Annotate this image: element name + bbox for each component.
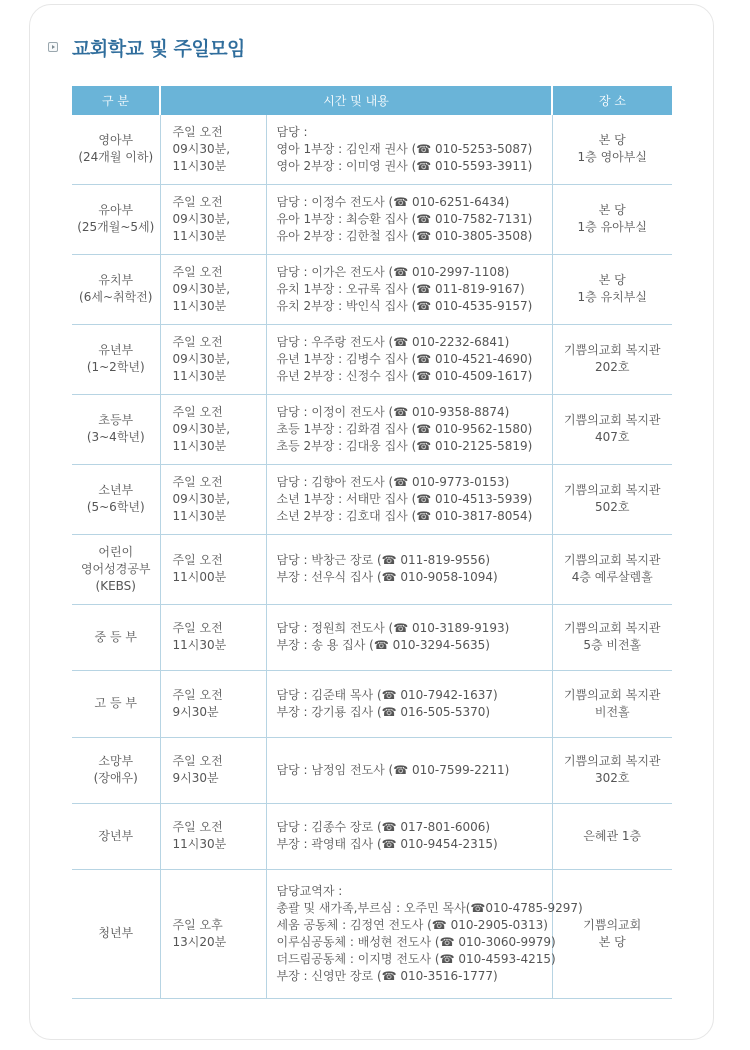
place-cell [552, 324, 672, 394]
table-row [72, 604, 672, 670]
division-line: (24개월 이하) [78, 150, 154, 165]
place-cell [552, 464, 672, 534]
division-cell [72, 737, 160, 803]
division-line: 청년부 [98, 926, 134, 940]
table-row [72, 869, 672, 998]
place-line: 기쁨의교회 복지관 [563, 687, 661, 702]
detail-line: 담당 : 정원희 전도사 (☎ 010-3189-9193) [276, 621, 510, 635]
division-line: 유년부 [98, 343, 134, 357]
division-cell [72, 670, 160, 737]
detail-line: 부장 : 신영만 장로 (☎ 010-3516-1777) [276, 968, 498, 983]
place-line: 본 당 [598, 133, 626, 148]
time-line: 13시20분 [172, 934, 227, 949]
time-line: 09시30분, [172, 141, 231, 156]
detail-line: 부장 : 선우식 집사 (☎ 010-9058-1094) [276, 570, 498, 584]
header-place: 장 소 [552, 86, 672, 115]
time-line: 주일 오전 [172, 194, 223, 209]
time-line: 9시30분 [172, 704, 219, 719]
detail-cell [266, 803, 552, 869]
time-line: 11시30분 [172, 638, 227, 652]
time-line: 11시30분 [172, 508, 227, 523]
place-cell [552, 803, 672, 869]
division-line: (6세~취학전) [79, 290, 153, 304]
detail-line: 유치 1부장 : 오규록 집사 (☎ 011-819-9167) [276, 281, 525, 296]
time-cell [160, 803, 266, 869]
time-cell [160, 869, 266, 998]
header-division: 구 분 [72, 86, 160, 115]
place-line: 기쁨의교회 복지관 [563, 413, 661, 427]
table-row [72, 254, 672, 324]
table-row [72, 115, 672, 184]
table-header-row [72, 86, 672, 115]
detail-cell [266, 184, 552, 254]
detail-line: 담당 : 이정수 전도사 (☎ 010-6251-6434) [276, 194, 510, 209]
detail-line: 영아 2부장 : 이미영 권사 (☎ 010-5593-3911) [276, 158, 533, 173]
detail-cell [266, 737, 552, 803]
table-row [72, 737, 672, 803]
time-line: 11시30분 [172, 368, 227, 383]
time-line: 11시00분 [172, 570, 227, 584]
detail-line: 소년 1부장 : 서태만 집사 (☎ 010-4513-5939) [276, 491, 533, 506]
detail-line: 유아 2부장 : 김한철 집사 (☎ 010-3805-3508) [276, 228, 533, 243]
detail-cell [266, 394, 552, 464]
time-line: 주일 오전 [172, 553, 223, 567]
time-cell [160, 115, 266, 184]
division-cell [72, 394, 160, 464]
time-line: 11시30분 [172, 158, 227, 173]
detail-line: 담당 : 우주랑 전도사 (☎ 010-2232-6841) [276, 334, 510, 349]
time-cell [160, 254, 266, 324]
division-line: (3~4학년) [86, 430, 145, 444]
place-cell [552, 869, 672, 998]
detail-line: 유치 2부장 : 박인식 집사 (☎ 010-4535-9157) [276, 298, 533, 313]
place-line: 407호 [595, 430, 630, 444]
place-line: 기쁨의교회 [583, 917, 642, 932]
table-row [72, 464, 672, 534]
time-cell [160, 324, 266, 394]
detail-line: 영아 1부장 : 김인재 권사 (☎ 010-5253-5087) [276, 141, 533, 156]
time-cell [160, 394, 266, 464]
division-line: (25개월~5세) [77, 220, 155, 234]
time-line: 11시30분 [172, 837, 227, 851]
place-line: 본 당 [598, 273, 626, 287]
time-line: 09시30분, [172, 491, 231, 506]
place-line: 502호 [595, 500, 630, 514]
division-line: 소망부 [98, 754, 134, 768]
place-line: 기쁨의교회 복지관 [563, 754, 661, 768]
detail-line: 세움 공동체 : 김정연 전도사 (☎ 010-2905-0313) [276, 917, 548, 932]
place-cell [552, 115, 672, 184]
table-row [72, 184, 672, 254]
time-line: 11시30분 [172, 298, 227, 313]
division-cell [72, 534, 160, 604]
division-line: 영아부 [98, 133, 134, 148]
division-cell [72, 324, 160, 394]
detail-cell [266, 115, 552, 184]
place-cell [552, 394, 672, 464]
time-line: 주일 오전 [172, 754, 223, 768]
detail-line: 부장 : 강기룡 집사 (☎ 016-505-5370) [276, 704, 491, 719]
time-line: 주일 오전 [172, 334, 223, 349]
detail-line: 담당 : 김준태 목사 (☎ 010-7942-1637) [276, 687, 498, 702]
place-line: 1층 유치부실 [577, 290, 647, 304]
place-line: 기쁨의교회 복지관 [563, 553, 661, 567]
division-cell [72, 254, 160, 324]
detail-line: 소년 2부장 : 김호대 집사 (☎ 010-3817-8054) [276, 508, 533, 523]
detail-line: 담당 : 이가은 전도사 (☎ 010-2997-1108) [276, 264, 510, 279]
time-cell [160, 737, 266, 803]
detail-cell [266, 464, 552, 534]
division-cell [72, 604, 160, 670]
time-cell [160, 184, 266, 254]
time-line: 주일 오후 [172, 917, 223, 932]
place-line: 본 당 [598, 934, 626, 949]
detail-line: 초등 2부장 : 김대웅 집사 (☎ 010-2125-5819) [276, 438, 533, 453]
detail-line: 총괄 및 새가족,부르심 : 오주민 목사(☎010-4785-9297) [276, 900, 583, 915]
time-cell [160, 464, 266, 534]
detail-line: 이루심공동체 : 배성현 전도사 (☎ 010-3060-9979) [276, 934, 556, 949]
place-cell [552, 184, 672, 254]
division-line: 중 등 부 [94, 629, 137, 644]
header-time-content: 시간 및 내용 [160, 86, 552, 115]
time-line: 주일 오전 [172, 621, 223, 635]
detail-line: 담당 : 이정이 전도사 (☎ 010-9358-8874) [276, 404, 510, 419]
time-line: 11시30분 [172, 228, 227, 243]
place-line: 비전홀 [594, 704, 630, 719]
division-line: (장애우) [93, 771, 138, 785]
time-line: 주일 오전 [172, 820, 223, 834]
detail-line: 담당 : 김향아 전도사 (☎ 010-9773-0153) [276, 474, 510, 489]
bullet-arrow-icon [48, 42, 58, 52]
place-cell [552, 254, 672, 324]
division-line: (1~2학년) [86, 360, 145, 374]
division-cell [72, 464, 160, 534]
detail-cell [266, 324, 552, 394]
division-cell [72, 115, 160, 184]
division-cell [72, 803, 160, 869]
detail-line: 담당 : 남정임 전도사 (☎ 010-7599-2211) [276, 762, 510, 777]
place-cell [552, 670, 672, 737]
table-row [72, 394, 672, 464]
division-line: 소년부 [98, 483, 134, 497]
time-line: 09시30분, [172, 211, 231, 226]
division-line: 초등부 [98, 413, 134, 427]
place-line: 기쁨의교회 복지관 [563, 483, 661, 497]
table-row [72, 534, 672, 604]
place-line: 기쁨의교회 복지관 [563, 343, 661, 357]
detail-line: 유년 2부장 : 신정수 집사 (☎ 010-4509-1617) [276, 368, 533, 383]
time-line: 주일 오전 [172, 687, 223, 702]
detail-cell [266, 534, 552, 604]
place-line: 4층 예루살렘홀 [571, 570, 653, 584]
place-line: 기쁨의교회 복지관 [563, 621, 661, 635]
place-line: 302호 [595, 771, 630, 785]
place-cell [552, 737, 672, 803]
division-line: (5~6학년) [86, 500, 145, 514]
division-line: 영어성경공부 [80, 561, 151, 576]
detail-line: 담당교역자 : [276, 883, 343, 898]
division-line: 유치부 [98, 273, 134, 287]
place-line: 본 당 [598, 203, 626, 217]
place-line: 5층 비전홀 [583, 638, 642, 652]
table-row [72, 324, 672, 394]
division-line: 유아부 [98, 203, 134, 217]
detail-line: 부장 : 송 용 집사 (☎ 010-3294-5635) [276, 638, 490, 652]
detail-line: 담당 : 김종수 장로 (☎ 017-801-6006) [276, 820, 491, 834]
division-cell [72, 184, 160, 254]
time-line: 주일 오전 [172, 264, 223, 279]
detail-cell [266, 254, 552, 324]
time-line: 09시30분, [172, 351, 231, 366]
page-header [48, 34, 245, 60]
time-line: 09시30분, [172, 421, 231, 436]
table-row [72, 803, 672, 869]
division-line: 장년부 [98, 828, 134, 843]
time-line: 9시30분 [172, 771, 219, 785]
detail-cell [266, 604, 552, 670]
schedule-table [72, 86, 672, 999]
detail-line: 더드림공동체 : 이지명 전도사 (☎ 010-4593-4215) [276, 951, 556, 966]
detail-cell [266, 869, 583, 998]
detail-cell [266, 670, 552, 737]
division-line: 어린이 [98, 544, 134, 559]
division-line: 고 등 부 [94, 696, 137, 710]
time-line: 주일 오전 [172, 474, 223, 489]
detail-line: 초등 1부장 : 김화겸 집사 (☎ 010-9562-1580) [276, 421, 533, 436]
place-cell [552, 534, 672, 604]
place-line: 202호 [595, 360, 630, 374]
time-line: 주일 오전 [172, 124, 223, 139]
detail-line: 유아 1부장 : 최승환 집사 (☎ 010-7582-7131) [276, 211, 533, 226]
time-cell [160, 604, 266, 670]
detail-line: 부장 : 곽영태 집사 (☎ 010-9454-2315) [276, 837, 498, 851]
page-title: 교회학교 및 주일모임 [72, 37, 245, 60]
detail-line: 유년 1부장 : 김병수 집사 (☎ 010-4521-4690) [276, 351, 533, 366]
division-cell [72, 869, 160, 998]
table-row [72, 670, 672, 737]
place-cell [552, 604, 672, 670]
time-cell [160, 670, 266, 737]
place-line: 1층 영아부실 [577, 150, 647, 165]
place-line: 은혜관 1층 [583, 828, 642, 843]
place-line: 1층 유아부실 [577, 220, 647, 234]
detail-line: 담당 : [276, 124, 308, 139]
detail-line: 담당 : 박창근 장로 (☎ 011-819-9556) [276, 553, 491, 567]
time-line: 11시30분 [172, 438, 227, 453]
time-line: 09시30분, [172, 281, 231, 296]
division-line: (KEBS) [95, 578, 136, 593]
time-cell [160, 534, 266, 604]
time-line: 주일 오전 [172, 404, 223, 419]
